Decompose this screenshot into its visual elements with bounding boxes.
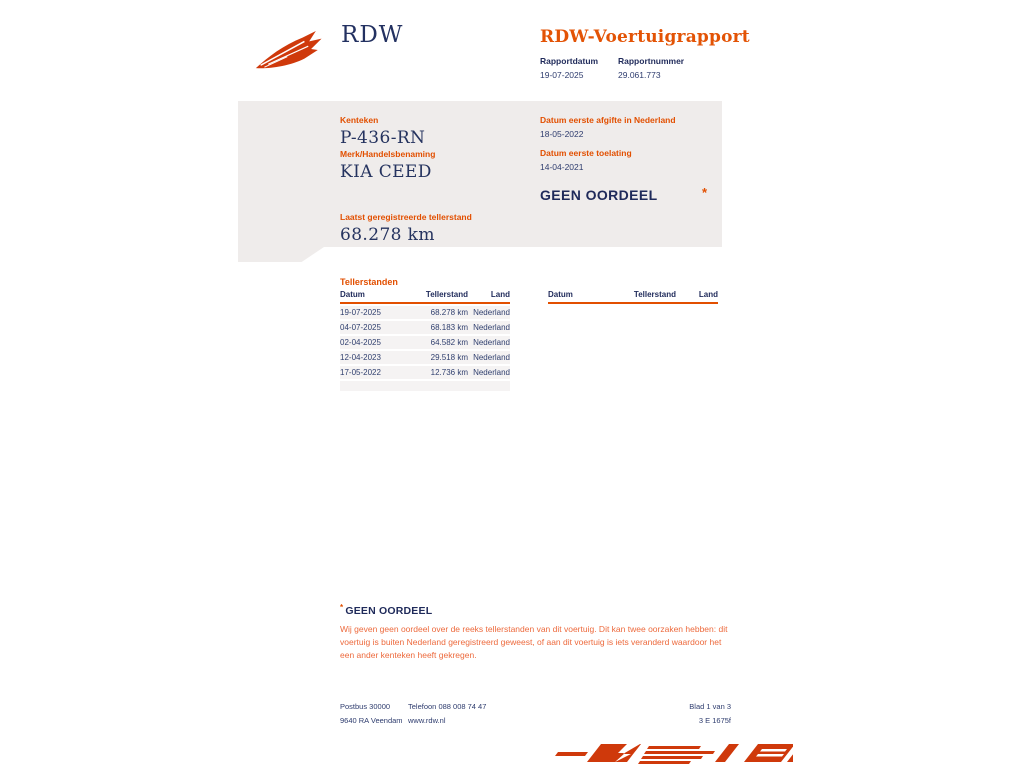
toelating-label: Datum eerste toelating (540, 148, 632, 158)
col-datum: Datum (340, 290, 365, 299)
summary-box-tab (238, 247, 324, 262)
cell-tellerstand: 12.736 km (430, 368, 468, 377)
footnote-asterisk: * (340, 603, 344, 612)
report-number-value: 29.061.773 (618, 70, 661, 80)
cell-datum: 02-04-2025 (340, 338, 381, 347)
footer-city: 9640 RA Veendam (340, 716, 403, 725)
cell-land: Nederland (473, 353, 510, 362)
footnote-heading-text: GEEN OORDEEL (345, 605, 433, 617)
cell-tellerstand: 68.183 km (430, 323, 468, 332)
field-merk (340, 149, 435, 182)
footnote (340, 603, 732, 662)
toelating-value: 14-04-2021 (540, 162, 584, 172)
field-toelating (540, 148, 632, 172)
table-row (340, 321, 510, 334)
rdw-wing-icon (253, 30, 333, 70)
kenteken-label: Kenteken (340, 115, 379, 125)
report-date (540, 56, 602, 80)
report-title: RDW-Voertuigrapport (540, 27, 750, 47)
afgifte-label: Datum eerste afgifte in Nederland (540, 115, 676, 125)
cell-tellerstand: 68.278 km (430, 308, 468, 317)
cell-land: Nederland (473, 308, 510, 317)
cell-datum: 17-05-2022 (340, 368, 381, 377)
table-row (340, 306, 510, 319)
report-date-label: Rapportdatum (540, 56, 599, 66)
cell-datum: 04-07-2025 (340, 323, 381, 332)
kenteken-value: P-436-RN (340, 128, 426, 148)
table-row-empty (340, 381, 510, 391)
cell-tellerstand: 64.582 km (430, 338, 468, 347)
footer-address (340, 700, 408, 728)
col-land: Land (490, 290, 510, 299)
cell-tellerstand: 29.518 km (430, 353, 468, 362)
verdict-text: GEEN OORDEEL (540, 187, 658, 203)
table-header (548, 290, 718, 304)
table-header (340, 290, 510, 304)
footer-pageinfo (689, 700, 731, 728)
col-datum: Datum (548, 290, 573, 299)
afgifte-value: 18-05-2022 (540, 129, 584, 139)
tellerstand-label: Laatst geregistreerde tellerstand (340, 212, 472, 222)
footer-page-number: Blad 1 van 3 (689, 702, 731, 711)
page-footer (340, 700, 731, 728)
report-meta (540, 56, 700, 80)
cell-land: Nederland (473, 368, 510, 377)
col-land: Land (698, 290, 718, 299)
cell-datum: 19-07-2025 (340, 308, 381, 317)
verdict-asterisk: * (702, 185, 708, 200)
rdw-logo (253, 24, 403, 70)
report-number (618, 56, 684, 80)
footer-postbus: Postbus 30000 (340, 702, 391, 711)
speed-stripes-graphic (543, 741, 793, 768)
tellerstanden-table-left (340, 290, 510, 391)
vehicle-summary-box (238, 101, 722, 247)
tellerstanden-heading: Tellerstanden (340, 277, 398, 287)
report-number-label: Rapportnummer (618, 56, 685, 66)
field-kenteken (340, 115, 425, 148)
col-tellerstand: Tellerstand (633, 290, 676, 299)
footer-phone: Telefoon 088 008 74 47 (408, 702, 487, 711)
footer-form-code: 3 E 1675f (698, 716, 731, 725)
footer-contact (408, 700, 486, 728)
footer-website: www.rdw.nl (408, 716, 446, 725)
tellerstanden-table-right (548, 290, 718, 304)
field-afgifte (540, 115, 676, 139)
footnote-heading (340, 603, 732, 617)
table-row (340, 351, 510, 364)
merk-label: Merk/Handelsbenaming (340, 149, 436, 159)
merk-value: KIA CEED (340, 162, 432, 182)
tellerstand-value: 68.278 km (340, 225, 435, 245)
table-row (340, 366, 510, 379)
logo-wordmark: RDW (341, 22, 404, 48)
footnote-body: Wij geven geen oordeel over de reeks tellerstanden van dit voertuig. Dit kan twee oorzaken hebben: dit voertuig is buiten Nederland geregistreerd geweest, of aan dit voertuig is iets veranderd waardoor het een ander kenteken heeft gekregen. (340, 624, 728, 660)
report-date-value: 19-07-2025 (540, 70, 584, 80)
cell-land: Nederland (473, 323, 510, 332)
cell-land: Nederland (473, 338, 510, 347)
cell-datum: 12-04-2023 (340, 353, 381, 362)
col-tellerstand: Tellerstand (425, 290, 468, 299)
table-row (340, 336, 510, 349)
field-tellerstand (340, 212, 472, 245)
